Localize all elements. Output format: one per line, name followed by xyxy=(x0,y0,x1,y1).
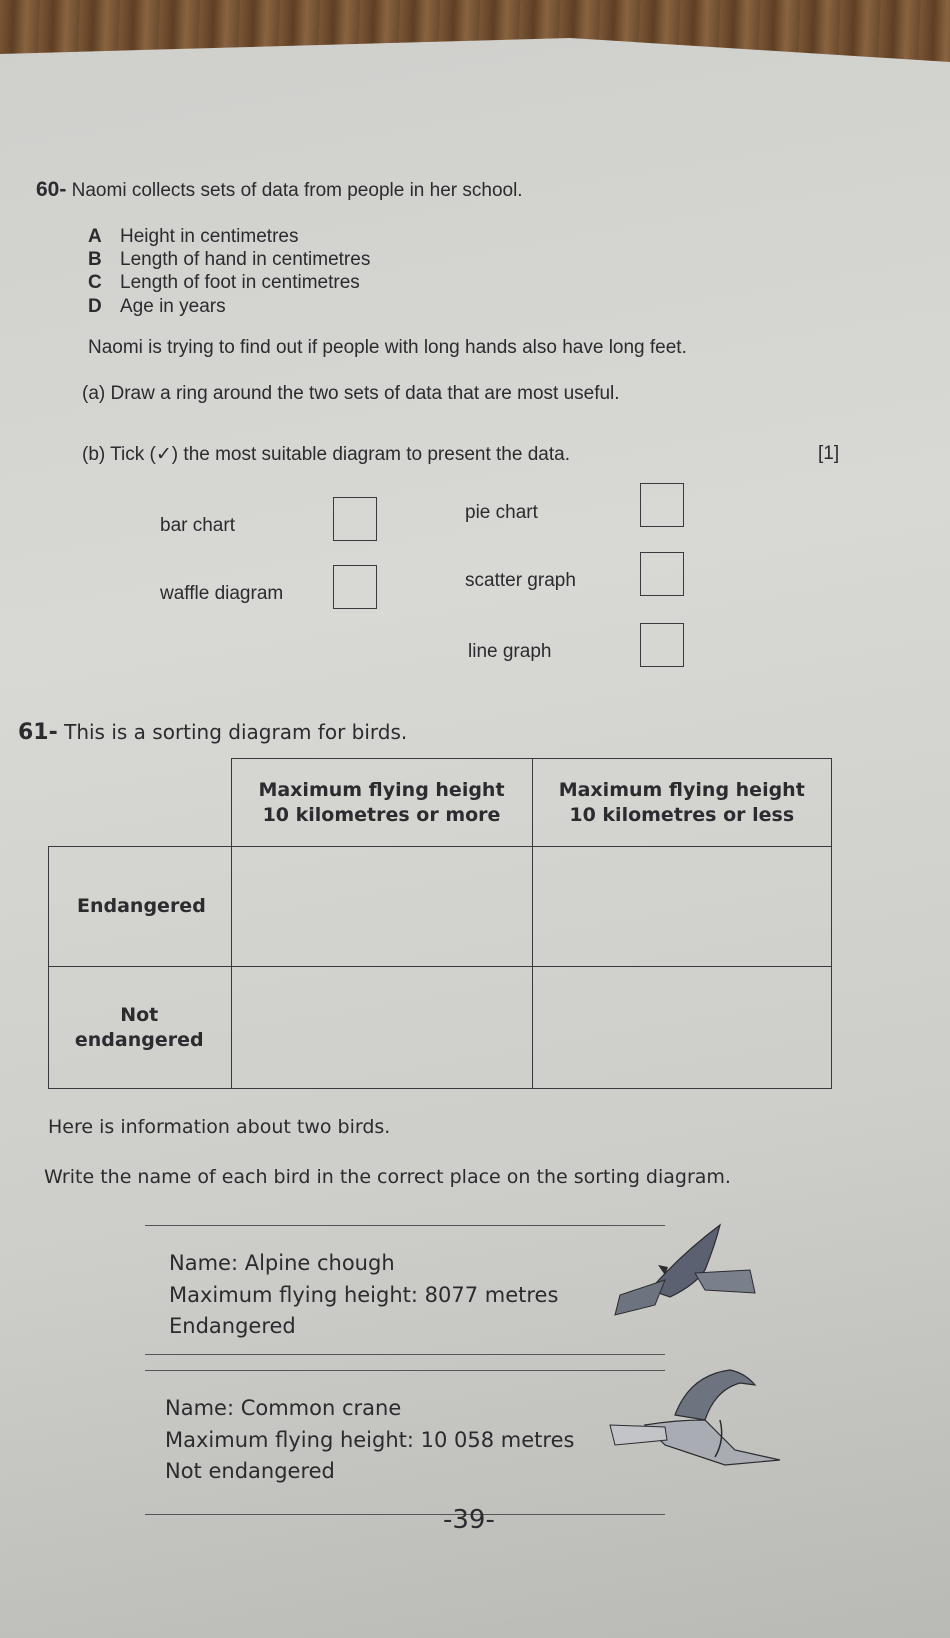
question-61-number: 61- xyxy=(18,720,58,745)
option-d-text: Age in years xyxy=(120,296,226,317)
question-60-part-a: (a) Draw a ring around the two sets of data that are most useful. xyxy=(82,383,620,404)
alpine-chough-icon xyxy=(610,1215,760,1320)
question-60-part-b: (b) Tick (✓) the most suitable diagram to present the data. xyxy=(82,444,570,465)
tickbox-waffle-diagram[interactable] xyxy=(333,565,377,609)
label-waffle-diagram: waffle diagram xyxy=(160,583,284,604)
question-60-number: 60- xyxy=(36,178,67,201)
option-a-text: Height in centimetres xyxy=(120,226,299,247)
column-header-line-2: 10 kilometres or less xyxy=(569,803,795,826)
option-d-letter: D xyxy=(88,296,102,317)
option-a-letter: A xyxy=(88,226,102,247)
cell-endangered-10km-or-less[interactable] xyxy=(532,847,832,967)
cell-not-endangered-10km-or-more[interactable] xyxy=(231,967,532,1089)
sorting-diagram-table xyxy=(48,758,832,1089)
column-header-line-1: Maximum flying height xyxy=(558,778,805,801)
column-header-line-2: 10 kilometres or more xyxy=(262,803,501,826)
page-number: -39- xyxy=(443,1505,495,1535)
option-c-text: Length of foot in centimetres xyxy=(120,272,360,293)
tickbox-bar-chart[interactable] xyxy=(333,497,377,541)
row-header-not-endangered xyxy=(49,967,232,1089)
instruction-text: Write the name of each bird in the correct place on the sorting diagram. xyxy=(44,1166,731,1188)
label-line-graph: line graph xyxy=(468,641,552,662)
tickbox-line-graph[interactable] xyxy=(640,623,684,667)
question-61-intro: This is a sorting diagram for birds. xyxy=(64,720,408,744)
row-header-line-1: Not xyxy=(120,1003,159,1026)
row-header-endangered: Endangered xyxy=(49,847,232,967)
option-c-letter: C xyxy=(88,272,102,293)
row-header-line-2: endangered xyxy=(74,1028,204,1051)
bird-name: Name: Alpine chough xyxy=(169,1251,395,1275)
tickbox-pie-chart[interactable] xyxy=(640,483,684,527)
bird-name: Name: Common crane xyxy=(165,1396,402,1420)
column-header-line-1: Maximum flying height xyxy=(258,778,505,801)
question-60-heading xyxy=(36,178,523,202)
sorting-header-row xyxy=(49,759,832,847)
question-60-intro: Naomi collects sets of data from people in her school. xyxy=(71,180,523,201)
cell-endangered-10km-or-more[interactable] xyxy=(231,847,532,967)
bird-max-height: Maximum flying height: 8077 metres xyxy=(169,1282,559,1307)
tickbox-scatter-graph[interactable] xyxy=(640,552,684,596)
bird-info-common-crane xyxy=(145,1370,665,1515)
option-b[interactable] xyxy=(88,249,370,271)
sorting-row-endangered xyxy=(49,847,832,967)
marks-label: [1] xyxy=(818,443,840,464)
option-a[interactable] xyxy=(88,226,298,248)
option-b-text: Length of hand in centimetres xyxy=(120,249,371,270)
question-61-heading xyxy=(18,720,407,745)
column-header-10km-or-more xyxy=(231,759,532,847)
bird-status: Endangered xyxy=(169,1314,296,1338)
sorting-row-not-endangered xyxy=(49,967,832,1089)
option-b-letter: B xyxy=(88,249,102,270)
option-d[interactable] xyxy=(88,296,226,318)
common-crane-icon xyxy=(605,1365,785,1480)
label-pie-chart: pie chart xyxy=(465,502,538,523)
label-bar-chart: bar chart xyxy=(160,515,235,536)
cell-not-endangered-10km-or-less[interactable] xyxy=(532,967,832,1089)
info-intro-text: Here is information about two birds. xyxy=(48,1116,391,1138)
bird-info-alpine-chough xyxy=(145,1225,665,1355)
bird-status: Not endangered xyxy=(165,1459,335,1483)
column-header-10km-or-less xyxy=(532,759,832,847)
bird-max-height: Maximum flying height: 10 058 metres xyxy=(165,1427,575,1452)
option-c[interactable] xyxy=(88,272,360,294)
table-corner-cell xyxy=(49,759,232,847)
question-60-text: Naomi is trying to find out if people with long hands also have long feet. xyxy=(88,337,687,358)
label-scatter-graph: scatter graph xyxy=(465,570,576,591)
